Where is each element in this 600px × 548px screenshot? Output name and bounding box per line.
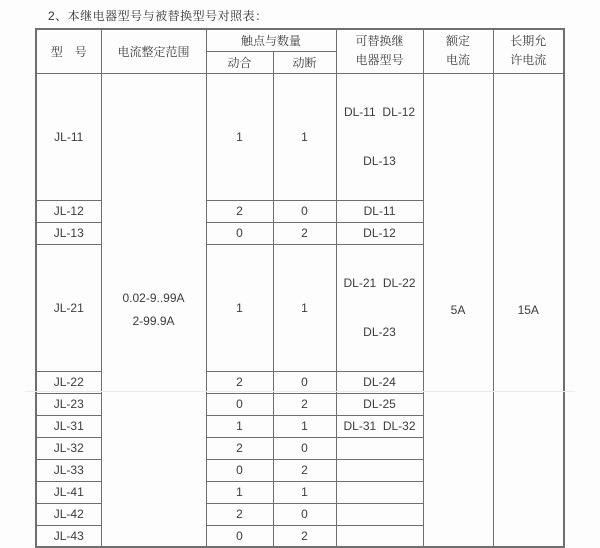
model-cell: JL-41	[36, 481, 101, 503]
model-cell: JL-31	[36, 415, 101, 437]
replace-cell: DL-11	[336, 200, 423, 222]
normally-closed-cell: 0	[273, 437, 336, 459]
model-cell: JL-12	[36, 200, 101, 222]
current-range-line2: 2-99.9A	[132, 313, 175, 328]
model-cell: JL-42	[36, 503, 101, 525]
model-cell: JL-43	[36, 525, 101, 547]
normally-open-cell: 0	[206, 222, 273, 244]
model-cell: JL-22	[36, 371, 101, 393]
normally-closed-cell: 2	[273, 393, 336, 415]
longterm-current-cell: 15A	[493, 73, 564, 547]
normally-closed-cell: 2	[273, 525, 336, 547]
col-header-rated-line2: 电流	[446, 53, 471, 68]
replace-cell	[336, 525, 423, 547]
col-header-replaceable-line1: 可替换继	[355, 34, 404, 49]
col-header-model: 型 号	[36, 29, 101, 73]
replace-cell	[336, 73, 423, 200]
col-header-current-range: 电流整定范围	[101, 29, 206, 73]
normally-closed-cell: 1	[273, 244, 336, 371]
replace-line2: DL-23	[363, 324, 396, 339]
table-row	[36, 73, 564, 200]
normally-open-cell: 2	[206, 200, 273, 222]
replace-cell	[336, 459, 423, 481]
model-cell: JL-23	[36, 393, 101, 415]
col-header-contacts-group: 触点与数量	[206, 29, 336, 51]
normally-open-cell: 0	[206, 393, 273, 415]
normally-open-cell: 0	[206, 525, 273, 547]
model-cell: JL-11	[36, 73, 101, 200]
replace-cell	[336, 481, 423, 503]
relay-comparison-table	[35, 28, 565, 548]
replace-cell	[336, 244, 423, 371]
col-header-normally-closed: 动断	[273, 51, 336, 73]
normally-open-cell: 0	[206, 459, 273, 481]
col-header-longterm-line1: 长期允	[510, 34, 547, 49]
normally-closed-cell: 2	[273, 222, 336, 244]
normally-closed-cell: 0	[273, 503, 336, 525]
replace-cell: DL-25	[336, 393, 423, 415]
replace-line1: DL-11 DL-12	[343, 104, 416, 119]
header-row-1	[36, 29, 564, 51]
page-bottom-edge	[25, 391, 575, 392]
current-range-line1: 0.02-9..99A	[122, 290, 185, 305]
normally-open-cell: 1	[206, 244, 273, 371]
model-cell: JL-13	[36, 222, 101, 244]
normally-closed-cell: 1	[273, 481, 336, 503]
normally-closed-cell: 1	[273, 73, 336, 200]
replace-line2: DL-13	[363, 153, 396, 168]
col-header-replaceable-line2: 电器型号	[355, 53, 404, 68]
normally-closed-cell: 0	[273, 371, 336, 393]
replace-line1: DL-21 DL-22	[343, 275, 416, 290]
normally-closed-cell: 0	[273, 200, 336, 222]
normally-closed-cell: 1	[273, 415, 336, 437]
normally-open-cell: 1	[206, 481, 273, 503]
col-header-longterm-line2: 许电流	[510, 53, 547, 68]
model-cell: JL-21	[36, 244, 101, 371]
model-cell: JL-33	[36, 459, 101, 481]
col-header-longterm-current	[493, 29, 564, 73]
normally-open-cell: 2	[206, 437, 273, 459]
section-title: 2、本继电器型号与被替换型号对照表：	[48, 9, 268, 23]
replace-cell: DL-24	[336, 371, 423, 393]
col-header-rated-current	[423, 29, 493, 73]
model-cell: JL-32	[36, 437, 101, 459]
normally-open-cell: 2	[206, 503, 273, 525]
col-header-normally-open: 动合	[206, 51, 273, 73]
col-header-rated-line1: 额定	[446, 34, 471, 49]
normally-open-cell: 1	[206, 415, 273, 437]
current-range-cell	[101, 73, 206, 547]
normally-open-cell: 2	[206, 371, 273, 393]
replace-cell	[336, 503, 423, 525]
replace-cell: DL-31 DL-32	[336, 415, 423, 437]
normally-open-cell: 1	[206, 73, 273, 200]
col-header-replaceable-models	[336, 29, 423, 73]
replace-cell: DL-12	[336, 222, 423, 244]
rated-current-cell: 5A	[423, 73, 493, 547]
normally-closed-cell: 2	[273, 459, 336, 481]
replace-cell	[336, 437, 423, 459]
